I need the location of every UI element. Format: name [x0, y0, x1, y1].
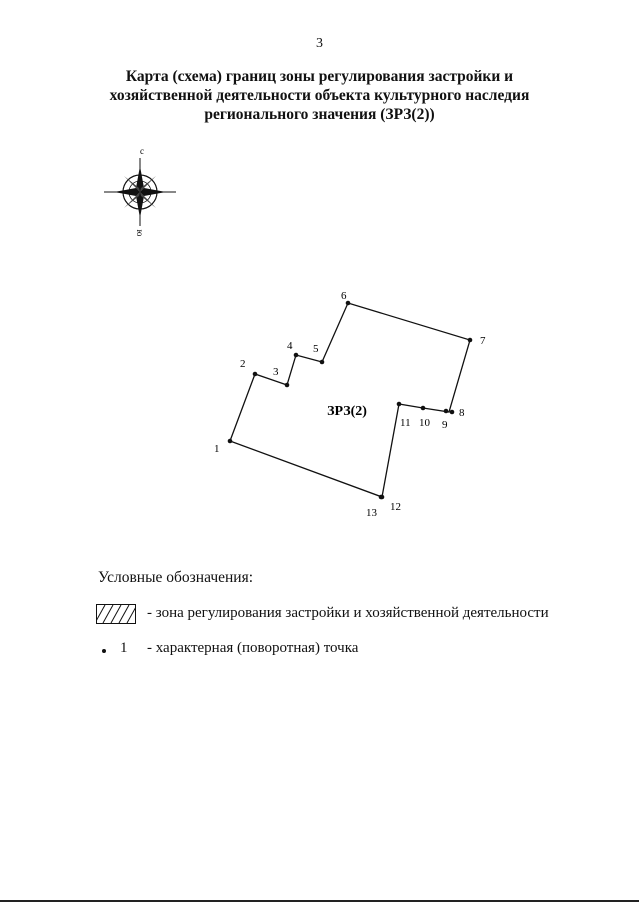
legend-item-zone	[96, 604, 549, 624]
vertex-label-13: 13	[366, 507, 377, 519]
vertex-point-3	[285, 383, 290, 388]
vertex-label-9: 9	[442, 419, 448, 431]
vertex-label-1: 1	[214, 443, 220, 455]
vertex-point-4	[294, 353, 299, 358]
vertex-label-6: 6	[341, 290, 347, 302]
vertex-point-1	[228, 439, 233, 444]
vertex-point-8	[450, 410, 455, 415]
legend-point-number: 1	[120, 640, 128, 656]
vertex-label-12: 12	[390, 501, 401, 513]
vertex-point-9	[444, 409, 449, 414]
zone-boundary-polygon	[230, 303, 470, 497]
vertex-markers	[228, 301, 473, 500]
title-line-2: хозяйственной деятельности объекта культурного наследия	[109, 87, 530, 104]
bottom-divider	[0, 900, 639, 902]
vertex-label-5: 5	[313, 343, 319, 355]
legend-heading: Условные обозначения:	[98, 569, 254, 586]
compass-south-label: ю	[135, 229, 145, 237]
vertex-label-4: 4	[287, 340, 293, 352]
vertex-label-11: 11	[400, 417, 411, 429]
legend-zone-text: - зона регулирования застройки и хозяйственной деятельности	[147, 605, 549, 621]
vertex-point-2	[253, 372, 258, 377]
vertex-point-10	[421, 406, 426, 411]
vertex-point-5	[320, 360, 325, 365]
vertex-point-11	[397, 402, 402, 407]
zone-label: ЗРЗ(2)	[327, 404, 367, 419]
vertex-point-7	[468, 338, 473, 343]
hatch-pattern-icon	[96, 604, 136, 624]
vertex-label-8: 8	[459, 407, 465, 419]
compass-north-label: с	[140, 146, 144, 156]
vertex-label-10: 10	[419, 417, 430, 429]
vertex-label-7: 7	[480, 335, 486, 347]
vertex-label-2: 2	[240, 358, 246, 370]
vertex-label-3: 3	[273, 366, 279, 378]
page-number: 3	[316, 36, 323, 51]
title-line-1: Карта (схема) границ зоны регулирования застройки и	[125, 68, 514, 85]
title-line-3: регионального значения (ЗРЗ(2))	[204, 106, 435, 123]
legend-point-text: - характерная (поворотная) точка	[147, 640, 359, 656]
point-marker-icon	[102, 649, 106, 653]
vertex-point-13	[379, 495, 384, 500]
